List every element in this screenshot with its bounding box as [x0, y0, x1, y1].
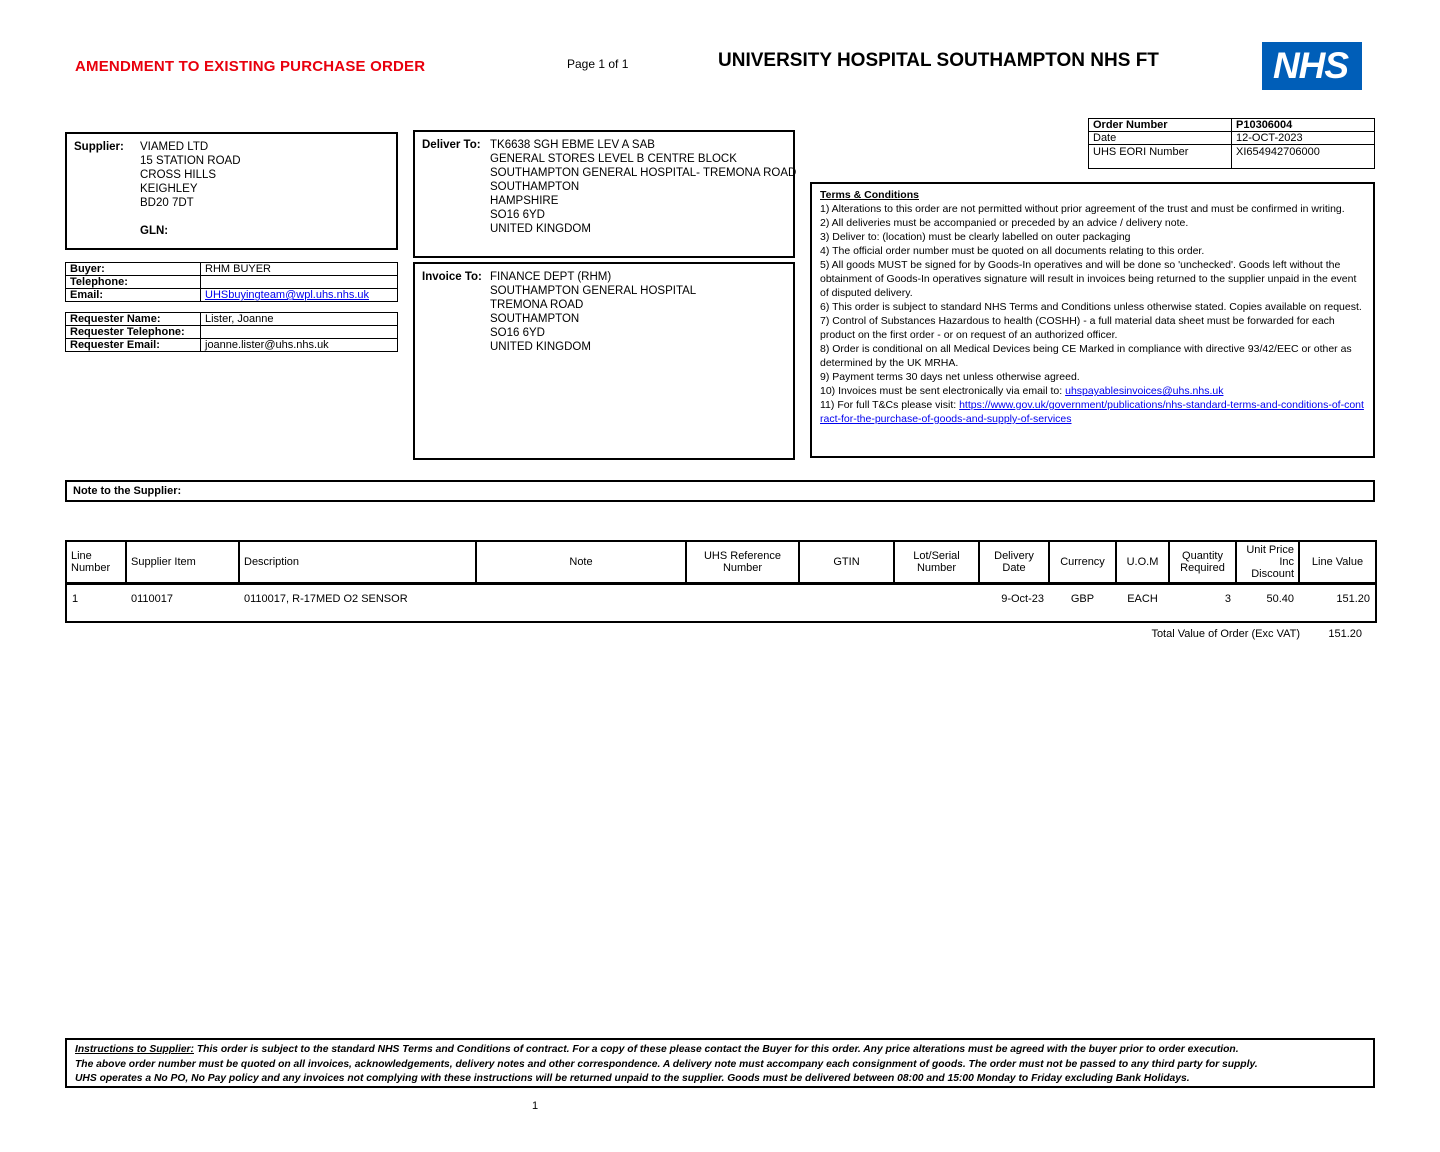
order-info-row — [1089, 132, 1375, 145]
buyer-row — [66, 263, 398, 276]
terms-link[interactable]: https://www.gov.uk/government/publications/nhs-standard-terms-and-conditions-of-contract-for-the-purchase-of-goods-and-supply-of-services — [820, 399, 1364, 425]
line-item-cell: 1 — [72, 593, 79, 605]
invoice-address-line: SOUTHAMPTON GENERAL HOSPITAL — [490, 285, 697, 297]
requester-label: Requester Telephone: — [66, 326, 201, 339]
deliver-to-box — [413, 130, 795, 258]
items-header-cell: Note — [476, 541, 686, 584]
order-total-value: 151.20 — [1328, 628, 1362, 640]
line-item-cell — [686, 584, 799, 622]
items-header-cell: Lot/Serial Number — [894, 541, 979, 584]
line-item-cell: 0110017, R-17MED O2 SENSOR — [244, 593, 408, 605]
buyer-label: Telephone: — [66, 276, 201, 289]
requester-row — [66, 339, 398, 352]
terms-item: 9) Payment terms 30 days net unless otherwise agreed. — [820, 371, 1080, 383]
footer-page-number: 1 — [532, 1100, 539, 1112]
nhs-logo-icon: NHS — [1262, 42, 1362, 90]
items-header-cell: Line Number — [66, 541, 126, 584]
line-item-cell: 50.40 — [1266, 593, 1294, 605]
invoice-address-line: FINANCE DEPT (RHM) — [490, 271, 612, 283]
terms-item: 3) Deliver to: (location) must be clearly labelled on outer packaging — [820, 231, 1131, 243]
terms-list — [820, 202, 1365, 426]
invoice-address-line: TREMONA ROAD — [490, 299, 584, 311]
items-header-cell: U.O.M — [1116, 541, 1169, 584]
instructions-text — [75, 1043, 1365, 1087]
supplier-address-line: 15 STATION ROAD — [140, 155, 241, 167]
supplier-label: Supplier: — [74, 141, 124, 153]
line-item-cell — [799, 584, 894, 622]
line-items-table — [65, 540, 1377, 623]
supplier-address-line: KEIGHLEY — [140, 183, 198, 195]
items-header-cell: Line Value — [1299, 541, 1376, 584]
requester-label: Requester Name: — [66, 313, 201, 326]
terms-link[interactable]: uhspayablesinvoices@uhs.nhs.uk — [1065, 385, 1224, 397]
terms-and-conditions-box — [810, 182, 1375, 458]
order-info-label: Date — [1089, 132, 1232, 145]
invoice-address-line: SOUTHAMPTON — [490, 313, 580, 325]
supplier-address-line: BD20 7DT — [140, 197, 194, 209]
terms-item: 8) Order is conditional on all Medical Devices being CE Marked in compliance with directive 93/42/EEC or other as determined by the UK MRHA. — [820, 343, 1352, 369]
order-info-value: 12-OCT-2023 — [1232, 132, 1375, 145]
deliver-address-line: HAMPSHIRE — [490, 195, 559, 207]
supplier-gln-label: GLN: — [140, 225, 169, 237]
invoice-to-address — [490, 270, 785, 354]
order-total-row — [65, 628, 1362, 640]
terms-item: 5) All goods MUST be signed for by Goods-In operatives and will be done so 'unchecked'. Goods left without the obtainment of Goods-In operatives signature will result in invoices being returned to the supplier unpaid in the event of disputed delivery. — [820, 259, 1357, 299]
supplier-address-line: CROSS HILLS — [140, 169, 217, 181]
order-info-row — [1089, 119, 1375, 132]
terms-item: 2) All deliveries must be accompanied or preceded by an advice / delivery note. — [820, 217, 1189, 229]
requester-table — [65, 312, 398, 352]
items-header-cell: Supplier Item — [126, 541, 239, 584]
invoice-to-box — [413, 262, 795, 460]
invoice-address-line: SO16 6YD — [490, 327, 545, 339]
order-info-value: P10306004 — [1232, 119, 1375, 132]
order-info-label: Order Number — [1089, 119, 1232, 132]
terms-item: 7) Control of Substances Hazardous to health (COSHH) - a full material data sheet must be forwarded for each product on the first order - or on request of an authorized officer. — [820, 315, 1335, 341]
items-header-cell: Description — [239, 541, 476, 584]
requester-value — [201, 326, 398, 339]
items-header-cell: GTIN — [799, 541, 894, 584]
terms-item: 6) This order is subject to standard NHS Terms and Conditions unless otherwise stated. Copies available on request. — [820, 301, 1362, 313]
terms-item: 10) Invoices must be sent electronically via email to: uhspayablesinvoices@uhs.nhs.uk — [820, 385, 1224, 397]
line-item-cell: EACH — [1127, 593, 1158, 605]
deliver-to-address — [490, 138, 797, 236]
buyer-email-link[interactable]: UHSbuyingteam@wpl.uhs.nhs.uk — [205, 289, 370, 301]
order-info-table — [1088, 118, 1375, 169]
note-to-supplier-label: Note to the Supplier: — [73, 485, 182, 497]
buyer-row — [66, 276, 398, 289]
items-header-cell: Currency — [1049, 541, 1116, 584]
buyer-row — [66, 289, 398, 302]
instructions-line: UHS operates a No PO, No Pay policy and any invoices not complying with these instructions will be returned unpaid to the supplier. Goods must be delivered between 08:00 and 15:00 Monday to Friday excluding Bank Holidays. — [75, 1073, 1190, 1084]
deliver-address-line: GENERAL STORES LEVEL B CENTRE BLOCK — [490, 153, 737, 165]
items-header-cell: Delivery Date — [979, 541, 1049, 584]
order-info-value: XI654942706000 — [1232, 145, 1375, 169]
line-item-cell: 3 — [1224, 593, 1231, 605]
line-items-header-row — [66, 541, 1376, 584]
items-header-cell: UHS Reference Number — [686, 541, 799, 584]
order-total-label: Total Value of Order (Exc VAT) — [1151, 628, 1300, 640]
deliver-to-label: Deliver To: — [422, 139, 481, 151]
supplier-address-line: VIAMED LTD — [140, 141, 209, 153]
order-info-row — [1089, 145, 1375, 169]
line-item-cell — [476, 584, 686, 622]
supplier-address — [140, 140, 388, 210]
instructions-to-supplier-box — [65, 1038, 1375, 1088]
terms-title: Terms & Conditions — [820, 189, 919, 201]
buyer-value — [201, 289, 398, 302]
line-item-cell: 0110017 — [131, 593, 174, 605]
requester-row — [66, 313, 398, 326]
organisation-title: UNIVERSITY HOSPITAL SOUTHAMPTON NHS FT — [718, 50, 1159, 71]
requester-label: Requester Email: — [66, 339, 201, 352]
deliver-address-line: UNITED KINGDOM — [490, 223, 591, 235]
page-indicator: Page 1 of 1 — [567, 57, 629, 71]
terms-item: 4) The official order number must be quoted on all documents relating to this order. — [820, 245, 1205, 257]
buyer-table — [65, 262, 398, 302]
invoice-address-line: UNITED KINGDOM — [490, 341, 591, 353]
instructions-label: Instructions to Supplier: — [75, 1044, 194, 1055]
terms-item: 1) Alterations to this order are not permitted without prior agreement of the trust and must be confirmed in writing. — [820, 203, 1345, 215]
line-item-cell: GBP — [1070, 593, 1095, 605]
deliver-address-line: SO16 6YD — [490, 209, 545, 221]
instructions-line: Instructions to Supplier: This order is subject to the standard NHS Terms and Conditions of contract. For a copy of these please contact the Buyer for this order. Any price alterations must be agreed with the buyer prior to order execution. — [75, 1044, 1239, 1055]
line-item-cell — [894, 584, 979, 622]
buyer-value — [201, 276, 398, 289]
supplier-box — [65, 132, 398, 250]
deliver-address-line: SOUTHAMPTON GENERAL HOSPITAL- TREMONA ROAD — [490, 167, 797, 179]
order-info-label: UHS EORI Number — [1089, 145, 1232, 169]
requester-value: joanne.lister@uhs.nhs.uk — [201, 339, 398, 352]
amendment-title: AMENDMENT TO EXISTING PURCHASE ORDER — [75, 58, 426, 75]
buyer-label: Buyer: — [66, 263, 201, 276]
requester-row — [66, 326, 398, 339]
line-item-cell: 9-Oct-23 — [1001, 593, 1044, 605]
buyer-label: Email: — [66, 289, 201, 302]
line-item-row — [66, 584, 1376, 622]
invoice-to-label: Invoice To: — [422, 271, 482, 283]
deliver-address-line: SOUTHAMPTON — [490, 181, 580, 193]
line-item-cell: 151.20 — [1336, 593, 1370, 605]
buyer-value: RHM BUYER — [201, 263, 398, 276]
terms-item: 11) For full T&Cs please visit: https://www.gov.uk/government/publications/nhs-standard-terms-and-conditions-of-contract-for-the-purchase-of-goods-and-supply-of-services — [820, 399, 1364, 425]
items-header-cell: Quantity Required — [1169, 541, 1236, 584]
items-header-cell: Unit Price Inc Discount — [1236, 541, 1299, 584]
requester-value: Lister, Joanne — [201, 313, 398, 326]
instructions-line: The above order number must be quoted on all invoices, acknowledgements, delivery notes and other correspondence. A delivery note must accompany each consignment of goods. The order must not be passed to any third party for supply. — [75, 1058, 1258, 1070]
note-to-supplier-box — [65, 480, 1375, 502]
deliver-address-line: TK6638 SGH EBME LEV A SAB — [490, 139, 655, 151]
